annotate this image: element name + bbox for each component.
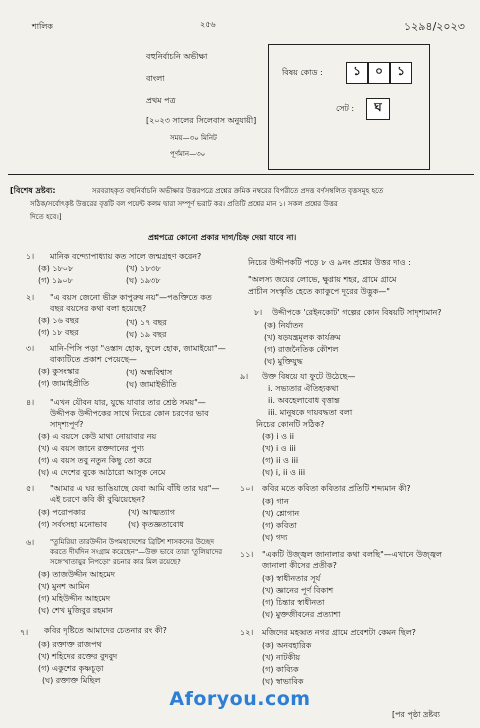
next-page-note: [পর পৃষ্ঠা দ্রষ্টব্য: [392, 710, 440, 719]
option: (খ) এ বয়স জানে রক্তদানের পুণ্য: [38, 444, 144, 453]
exam-type: বহুনির্বাচনি অভীক্ষা: [146, 52, 208, 61]
option: (ঘ) i, ii ও iii: [262, 468, 306, 477]
option: (ঘ) শেখ মুজিবুর রহমান: [38, 606, 113, 615]
option: (খ) i ও iii: [262, 444, 296, 453]
option: iii. মানুষকে দায়বদ্ধতা বলা: [268, 408, 353, 417]
instruction-line-1: সরবরাহকৃত বহুনির্বাচনি অভীক্ষার উত্তরপত্রে প্রশ্নের ক্রমিক নম্বরের বিপরীতে প্রদত্ত বর্ণসম্বলিত বৃত্তসমূহ হতে: [92, 187, 384, 195]
question-text: উক্ত বিষয়ে যা ফুটে উঠেছে—: [262, 372, 356, 381]
question-text: করতে দীর্ঘদিন সংগ্রাম করেছেন"—উক্ত ভাবে তারা 'তুলিয়াদের: [50, 548, 223, 556]
exam-time: সময়—৩০ মিনিট: [170, 134, 217, 142]
question-number: ৭।: [20, 628, 29, 637]
question-number: ১।: [26, 252, 35, 261]
option: (ক) নির্যাতন: [264, 321, 304, 330]
question-code: ১২৯৪/২০২৩: [404, 20, 465, 33]
subject-code-digit-1: ১: [346, 62, 368, 84]
option: (ঘ) কৃতজ্ঞতাবোধ: [128, 520, 184, 529]
separator-top: [8, 174, 474, 175]
option: (খ) জ্ঞানের পূর্ণ বিকাশ: [262, 586, 334, 595]
option: (গ) সর্বংসহা মনোভাব: [38, 520, 108, 529]
option: (ক) তাজউদ্দীন আহমেদ: [38, 570, 116, 579]
instruction-text: নিচের কোনটি সঠিক?: [256, 420, 325, 429]
option: (ঘ) মুক্তজীবনের প্রত্যাশা: [262, 610, 341, 619]
watermark-text: Aforyou.com: [169, 688, 311, 710]
option: (ক) ১৬ বছর: [38, 316, 80, 325]
instruction-line-2: সঠিক/সর্বোৎকৃষ্ট উত্তরের বৃত্তটি বল পয়েন্ট কলম দ্বারা সম্পূর্ণ ভরাট কর। প্রতিটি প্রশ্নের মান ১। সকল প্রশ্নের উত্তর: [30, 200, 338, 208]
question-number: ৬।: [26, 538, 35, 547]
exam-marks: পূর্ণমান—৩০: [170, 150, 206, 158]
exam-syllabus: [২০২৩ সালের সিলেবাস অনুযায়ী]: [146, 116, 257, 125]
question-text: "আমার এ ঘর ভাঙিয়াছে যেবা আমি বাঁধি তার ঘর"—: [50, 484, 220, 493]
option: (ঘ) ১৯৩৮: [126, 276, 161, 285]
option: (ঘ) এ দেশের বুকে আঠারো আসুক নেমে: [38, 468, 166, 477]
option: (খ) ষড়যন্ত্রমূলক কার্যক্রম: [264, 333, 341, 342]
option: (গ) একুশের কৃষ্ণচূড়া: [38, 664, 104, 673]
subject-code-label: বিষয় কোড :: [282, 68, 323, 77]
stimulus-quote-line-2: প্রাচীন সংস্কৃতি হেতে ক্যাকুপে দূরের উদ্ভুক—": [248, 287, 390, 296]
option: (খ) ১৭ বছর: [126, 318, 167, 327]
option: (ঘ) ১৯ বছর: [126, 330, 167, 339]
option: (খ) মুনশ আমিন: [38, 582, 90, 591]
option: (গ) ১৯০৮: [38, 276, 73, 285]
option: (খ) ১৮৩৮: [126, 264, 161, 273]
exam-paper: প্রথম পত্র: [146, 96, 176, 105]
instruction-line-3: দিতে হবে।]: [30, 213, 62, 221]
option: (ক) গান: [262, 497, 289, 506]
option: (খ) নাটকীয়: [262, 653, 301, 662]
question-text: "এখন যৌবন যার, যুদ্ধে যাবার তার শ্রেষ্ঠ সময়"—: [50, 398, 206, 407]
question-text: উদ্দীপকে 'রেইনকোট' গল্পের কোন বিষয়টি সাদৃশ্যমান?: [272, 308, 442, 317]
option: (ক) রক্তাক্ত রাজপথ: [38, 640, 102, 649]
set-value: ঘ: [366, 98, 390, 120]
option: (ক) i ও ii: [262, 432, 295, 441]
option: (খ) অন্ধবিশ্বাস: [126, 368, 173, 377]
question-number: ১০।: [240, 484, 254, 493]
question-number: ৯।: [240, 372, 249, 381]
question-number: ৪।: [26, 398, 35, 407]
header-left-label: শালিক: [32, 22, 53, 31]
question-text: "এ বয়স জেনো ভীরু কাপুরুষ নয়"—পঙক্তিতে কত: [50, 293, 212, 302]
question-text: জানালা কীসের প্রতীক?: [262, 561, 337, 570]
option: (গ) ১৮ বছর: [38, 328, 79, 337]
question-text: এই চরণে কবি কী বুঝিয়েছেন?: [50, 495, 146, 504]
option: (গ) মহিউদ্দীন আহমেদ: [38, 594, 111, 603]
option: (ঘ) গদ্য: [262, 533, 288, 542]
subject-code-digit-2: ০: [368, 62, 390, 84]
option: (খ) আত্মত্যাগ: [128, 508, 175, 517]
notice: প্রশ্নপত্রে কোনো প্রকার দাগ/চিহ্ন দেয়া যাবে না।: [148, 233, 297, 242]
option: (খ) শ্লোগান: [262, 509, 300, 518]
question-text: মানিক বন্দ্যোপাধ্যায় কত সালে জন্মগ্রহণ করেন?: [50, 252, 202, 261]
option: (গ) কবিতা: [262, 521, 297, 530]
question-number: ২।: [26, 293, 35, 302]
option: ii. অবহেলাবোধ বৃত্তান্ত: [268, 396, 340, 405]
question-text: কবির মতে কবিতা কবিতার প্রতিটি শব্দ্যমান কী?: [262, 484, 411, 493]
option: (ক) ১৮০৮: [38, 264, 74, 273]
question-text: মজিদের মহব্বত নগর গ্রামে প্রবেশটা কেমন ছিল?: [262, 628, 416, 637]
option: (ক) পরোপকার: [38, 508, 86, 517]
subject-code-digit-3: ১: [390, 62, 412, 84]
question-text: "তুমিরিয়া তারউদ্দীন উপমহাদেশের ব্রিটিশ শাসকদের উচ্ছেদ: [50, 538, 215, 546]
option: (খ) শহিদের রক্তের বুদবুদ: [38, 652, 118, 661]
question-text: কবির দৃষ্টিতে আমাদের চেতনার রং কী?: [44, 626, 167, 635]
instruction-label: [বিশেষ দ্রষ্টব্য:: [10, 186, 56, 195]
question-number: ৮।: [254, 308, 263, 317]
question-text: বছর বয়সের কথা বলা হয়েছে?: [50, 304, 147, 313]
stimulus-quote-line-1: "অলস্য জয়ের লোভে, ক্ষুণ্ণায় শহর, গ্রামে গ্রামে: [248, 275, 397, 284]
question-number: ১২।: [240, 628, 254, 637]
question-text: উদ্দীপক উদ্দীপকের সাথে নিচের কোন চরণের ভাব: [50, 409, 209, 418]
option: (গ) কাব্যিক: [262, 665, 299, 674]
question-number: ১১।: [240, 550, 254, 559]
question-text: সঙ্গে'খাতায়ুর নিপড়ো' রচনার কার মিল রয়েছে?: [50, 558, 181, 566]
option: (ক) এ বয়সে কেউ মাথা নোয়াবার নয়: [38, 432, 157, 441]
option: (ক) কুসংস্কার: [38, 367, 80, 376]
stimulus-intro: নিচের উদ্দীপকটি পড়ে ৮ ও ৯নং প্রশ্নের উত্তর দাও :: [248, 258, 411, 267]
option: (ঘ) জামাইভীতি: [126, 380, 177, 389]
option: (গ) জামাইপ্রীতি: [38, 379, 89, 388]
option: (গ) ii ও iii: [262, 456, 299, 465]
option: (ঘ) রক্তাক্ত মিছিল: [42, 676, 101, 685]
question-text: মানি-পিসি পড়া "ওস্তাদ হোক, ফুলে হোক, জামাইয়ো"—: [50, 344, 226, 353]
set-label: সেট :: [336, 104, 355, 113]
option: (গ) এ বয়স তবু নতুন কিছু তো করে: [38, 456, 152, 465]
option: (গ) চিন্তার স্বাধীনতা: [262, 598, 325, 607]
option: (গ) রাজনৈতিক কৌশল: [264, 345, 339, 354]
option: (ঘ) মুক্তিযুদ্ধ: [264, 357, 303, 366]
page-number: ২৫৬: [200, 20, 216, 29]
option: (ক) অনবহারিক: [262, 641, 312, 650]
option: i. সভ্যতার ঐতিহ্যকথা: [268, 384, 339, 393]
question-number: ৩।: [26, 344, 35, 353]
question-text: সাদৃশ্যপূর্ণ?: [50, 420, 84, 429]
question-text: বাক্যটিতে প্রকাশ পেয়েছে—: [50, 355, 137, 364]
question-text: "একটি উজ্জ্বল জানালার কথা বলছি"—এখানে উজ্জ্বল: [262, 550, 442, 559]
exam-subject: বাংলা: [146, 74, 165, 83]
option: (ঘ) স্বাভাবিক: [262, 677, 304, 686]
option: (ক) স্বাধীনতার সূর্য: [262, 574, 321, 583]
question-number: ৫।: [26, 484, 35, 493]
